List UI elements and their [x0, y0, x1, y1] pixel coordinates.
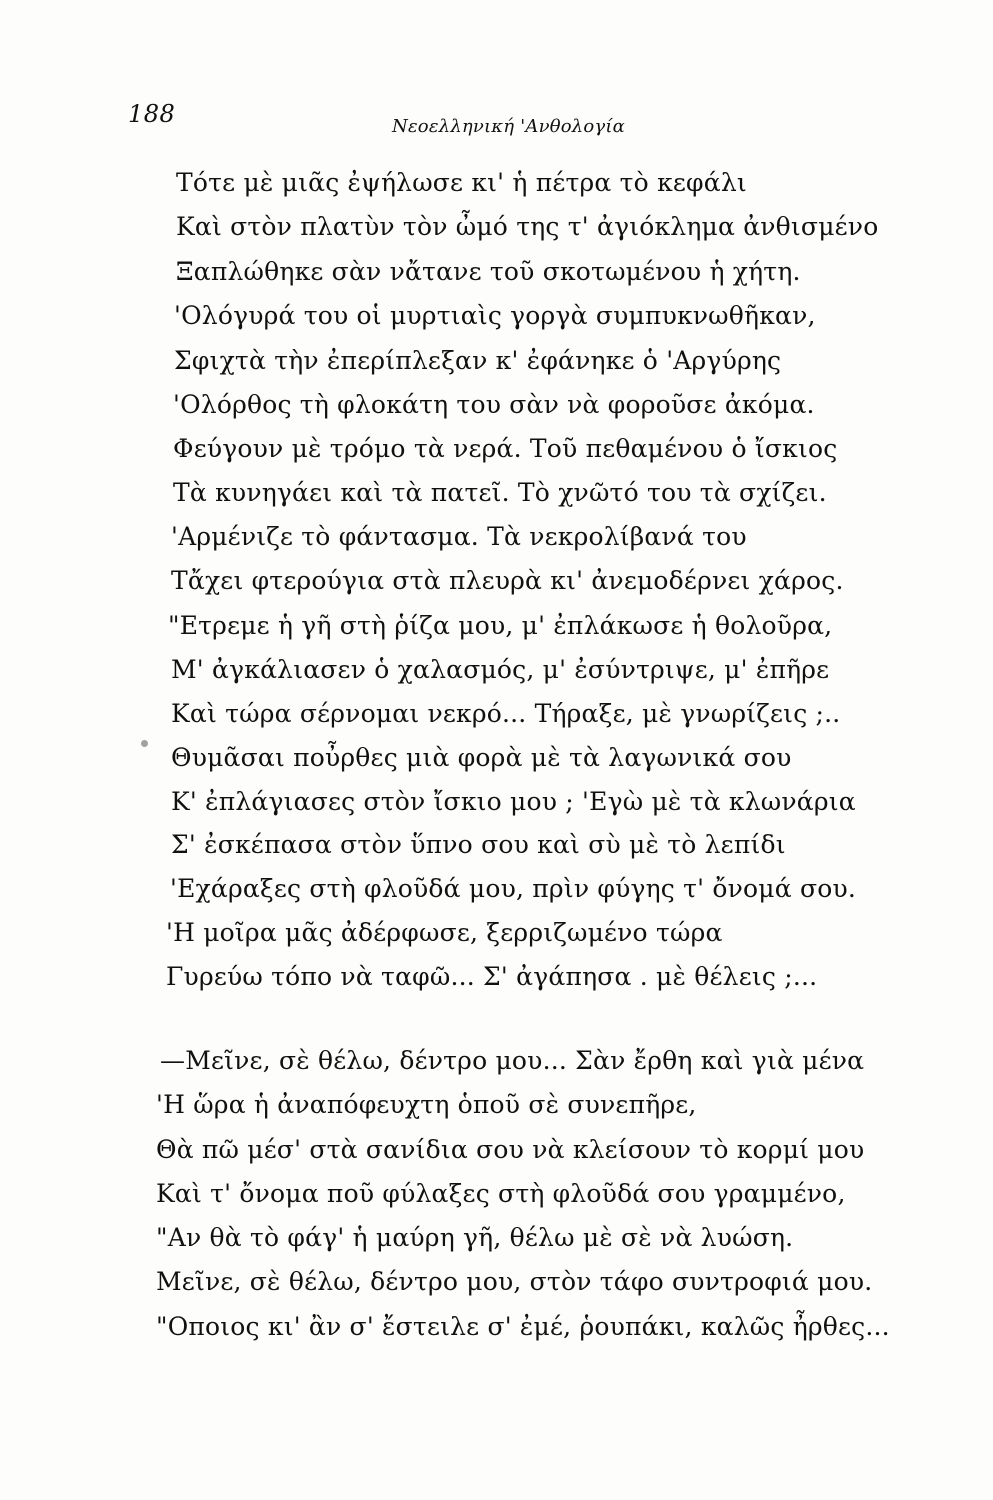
poem-line: Τὰ κυνηγάει καὶ τὰ πατεῖ. Τὸ χνῶτό του τὰ σχίζει.: [173, 478, 827, 507]
poem-line: Γυρεύω τόπο νὰ ταφῶ... Σ' ἀγάπησα . μὲ θέλεις ;...: [166, 962, 818, 991]
poem-line: 'Η μοῖρα μᾶς ἀδέρφωσε, ξερριζωμένο τώρα: [166, 918, 723, 947]
poem-line: Τότε μὲ μιᾶς ἐψήλωσε κι' ἡ πέτρα τὸ κεφάλι: [176, 168, 747, 197]
poem-line: Θυμᾶσαι ποὖρθες μιὰ φορὰ μὲ τὰ λαγωνικά σου: [171, 743, 792, 772]
poem-line: Θὰ πῶ μέσ' στὰ σανίδια σου νὰ κλείσουν τὸ κορμί μου: [156, 1135, 865, 1164]
poem-line: Καὶ στὸν πλατὺν τὸν ὦμό της τ' ἀγιόκλημα ἀνθισμένο: [176, 212, 879, 241]
poem-line: Μεῖνε, σὲ θέλω, δέντρο μου, στὸν τάφο συντροφιά μου.: [156, 1267, 873, 1296]
poem-line: 'Ολόγυρά του οἱ μυρτιαὶς γοργὰ συμπυκνωθῆκαν,: [174, 301, 816, 330]
poem-line: Καὶ τώρα σέρνομαι νεκρό... Τήραξε, μὲ γνωρίζεις ;..: [171, 699, 841, 728]
poem-line: Φεύγουν μὲ τρόμο τὰ νερά. Τοῦ πεθαμένου ὁ ἴσκιος: [173, 434, 838, 463]
poem-line: "Οποιος κι' ἂν σ' ἔστειλε σ' ἐμέ, ῥουπάκι, καλῶς ἦρθες...: [156, 1312, 890, 1341]
poem-line: "Αν θὰ τὸ φάγ' ἡ μαύρη γῆ, θέλω μὲ σὲ νὰ λυώση.: [156, 1223, 794, 1252]
poem-line: Κ' ἐπλάγιασες στὸν ἴσκιο μου ; 'Εγὼ μὲ τὰ κλωνάρια: [171, 787, 856, 816]
running-title: Νεοελληνική 'Ανθολογία: [392, 116, 625, 137]
poem-line: Σφιχτὰ τὴν ἐπερίπλεξαν κ' ἐφάνηκε ὁ 'Αργύρης: [174, 346, 782, 375]
poem-line: Σ' ἐσκέπασα στὸν ὕπνο σου καὶ σὺ μὲ τὸ λεπίδι: [171, 830, 786, 859]
poem-line: Ξαπλώθηκε σὰν νἄτανε τοῦ σκοτωμένου ἡ χήτη.: [176, 257, 801, 286]
poem-line: 'Αρμένιζε τὸ φάντασμα. Τὰ νεκρολίβανά του: [171, 522, 747, 551]
poem-line: Τἄχει φτερούγια στὰ πλευρὰ κι' ἀνεμοδέρνει χάρος.: [171, 566, 844, 595]
poem-line: 'Η ὥρα ἡ ἀναπόφευχτη ὁποῦ σὲ συνεπῆρε,: [156, 1090, 697, 1119]
poem-line: 'Ολόρθος τὴ φλοκάτη του σὰν νὰ φοροῦσε ἀκόμα.: [173, 390, 815, 419]
poem-line: "Ετρεμε ἡ γῆ στὴ ῥίζα μου, μ' ἐπλάκωσε ἡ θολοῦρα,: [168, 611, 833, 640]
poem-line: 'Εχάραξες στὴ φλοῦδά μου, πρὶν φύγης τ' ὄνομά σου.: [170, 874, 857, 903]
margin-dot: [141, 740, 148, 747]
poem-line: Μ' ἀγκάλιασεν ὁ χαλασμός, μ' ἐσύντριψε, μ' ἐπῆρε: [171, 655, 830, 684]
poem-line: —Μεῖνε, σὲ θέλω, δέντρο μου... Σὰν ἔρθη καὶ γιὰ μένα: [160, 1046, 865, 1075]
poem-line: Καὶ τ' ὄνομα ποῦ φύλαξες στὴ φλοῦδά σου γραμμένο,: [156, 1179, 846, 1208]
page-number: 188: [128, 100, 176, 128]
